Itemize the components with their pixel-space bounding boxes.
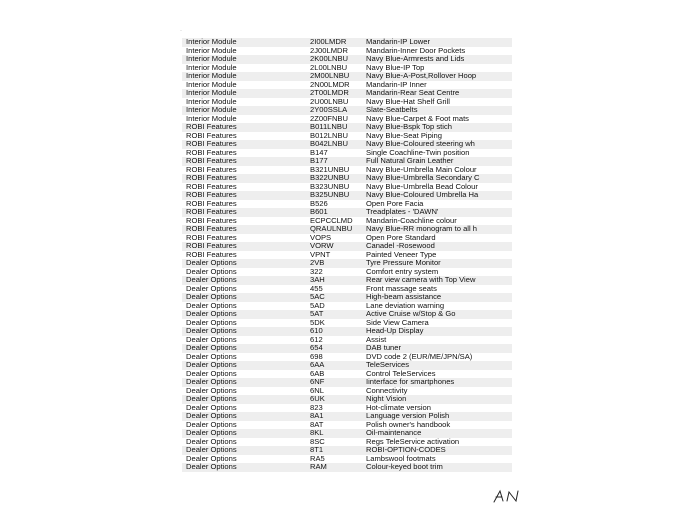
code-cell: 654 xyxy=(310,344,323,352)
category-cell: Interior Module xyxy=(186,106,237,114)
table-row xyxy=(182,64,512,73)
table-row xyxy=(182,225,512,234)
table-row xyxy=(182,387,512,396)
description-cell: DVD code 2 (EUR/ME/JPN/SA) xyxy=(366,352,473,361)
category-cell: ROBI Features xyxy=(186,148,237,157)
description-cell: Mandarin-IP Lower xyxy=(366,38,431,46)
table-row xyxy=(182,217,512,226)
table-row xyxy=(182,157,512,166)
code-cell: 2K00LNBU xyxy=(310,55,348,63)
code-cell: 2M00LNBU xyxy=(310,72,350,80)
code-cell: VORW xyxy=(310,242,334,250)
category-cell: Dealer Options xyxy=(186,386,237,395)
code-cell: 455 xyxy=(310,284,323,293)
category-cell: Dealer Options xyxy=(186,344,237,352)
category-cell: Dealer Options xyxy=(186,259,237,267)
description-cell: Regs TeleService activation xyxy=(366,437,460,446)
description-cell: Full Natural Grain Leather xyxy=(366,157,454,165)
table-row xyxy=(182,251,512,260)
table-row xyxy=(182,319,512,328)
code-cell: B042LNBU xyxy=(310,140,348,148)
code-cell: 2Y00SSLA xyxy=(310,106,348,114)
description-cell: Painted Veneer Type xyxy=(366,250,437,259)
category-cell: Interior Module xyxy=(186,97,237,106)
code-cell: B177 xyxy=(310,157,328,165)
category-cell: Interior Module xyxy=(186,63,237,72)
description-cell: Night Vision xyxy=(366,395,407,403)
table-row xyxy=(182,140,512,149)
description-cell: Rear view camera with Top View xyxy=(366,276,476,284)
table-row xyxy=(182,81,512,90)
description-cell: Polish owner's handbook xyxy=(366,420,451,429)
description-cell: Navy Blue-Coloured steering wh xyxy=(366,140,475,148)
table-row xyxy=(182,200,512,209)
description-cell: Head-Up Display xyxy=(366,327,424,335)
table-row xyxy=(182,72,512,81)
table-row xyxy=(182,404,512,413)
description-cell: Navy Blue-IP Top xyxy=(366,63,425,72)
code-cell: 8A1 xyxy=(310,412,324,420)
description-cell: Tyre Pressure Monitor xyxy=(366,259,441,267)
table-row xyxy=(182,421,512,430)
category-cell: Interior Module xyxy=(186,46,237,55)
table-row xyxy=(182,174,512,183)
category-cell: Interior Module xyxy=(186,38,237,46)
description-cell: Navy Blue-Seat Piping xyxy=(366,131,442,140)
table-row xyxy=(182,310,512,319)
description-cell: TeleServices xyxy=(366,361,410,369)
category-cell: ROBI Features xyxy=(186,123,237,131)
table-row xyxy=(182,115,512,124)
table-row xyxy=(182,149,512,158)
code-cell: 8AT xyxy=(310,420,324,429)
code-cell: 6UK xyxy=(310,395,325,403)
table-row xyxy=(182,242,512,251)
category-cell: ROBI Features xyxy=(186,242,237,250)
description-cell: Language version Polish xyxy=(366,412,450,420)
code-cell: ECPCCLMD xyxy=(310,216,353,225)
code-cell: 2U00LNBU xyxy=(310,97,349,106)
category-cell: Dealer Options xyxy=(186,369,237,378)
category-cell: Dealer Options xyxy=(186,412,237,420)
code-cell: B526 xyxy=(310,199,328,208)
description-cell: Mandarin-Coachline colour xyxy=(366,216,457,225)
description-cell: Navy Blue-Armrests and Lids xyxy=(366,55,465,63)
table-row xyxy=(182,412,512,421)
description-cell: Oil-maintenance xyxy=(366,429,422,437)
description-cell: Single Coachline-Twin position xyxy=(366,148,470,157)
category-cell: ROBI Features xyxy=(186,140,237,148)
description-cell: Navy Blue-RR monogram to all h xyxy=(366,225,477,233)
table-row xyxy=(182,446,512,455)
table-row xyxy=(182,327,512,336)
scan-mark: · xyxy=(180,28,182,34)
code-cell: B012LNBU xyxy=(310,131,348,140)
table-row xyxy=(182,353,512,362)
code-cell: B323UNBU xyxy=(310,182,350,191)
description-cell: Navy Blue-Carpet & Foot mats xyxy=(366,114,469,123)
table-row xyxy=(182,302,512,311)
code-cell: 5AT xyxy=(310,310,324,318)
table-row xyxy=(182,38,512,47)
code-cell: RAM xyxy=(310,463,327,471)
table-row xyxy=(182,429,512,438)
table-row xyxy=(182,234,512,243)
description-cell: Side View Camera xyxy=(366,318,429,327)
category-cell: Dealer Options xyxy=(186,267,237,276)
category-cell: Dealer Options xyxy=(186,293,237,301)
description-cell: Slate-Seatbelts xyxy=(366,106,418,114)
description-cell: Colour-keyed boot trim xyxy=(366,463,443,471)
category-cell: Dealer Options xyxy=(186,361,237,369)
category-cell: Dealer Options xyxy=(186,310,237,318)
table-row xyxy=(182,276,512,285)
code-cell: B322UNBU xyxy=(310,174,350,182)
table-row xyxy=(182,47,512,56)
category-cell: Dealer Options xyxy=(186,437,237,446)
description-cell: Open Pore Standard xyxy=(366,233,436,242)
category-cell: Interior Module xyxy=(186,80,237,89)
table-row xyxy=(182,55,512,64)
table-row xyxy=(182,438,512,447)
description-cell: Lambswool footmats xyxy=(366,454,436,463)
description-cell: Treadplates - 'DAWN' xyxy=(366,208,439,216)
category-cell: Dealer Options xyxy=(186,378,237,386)
category-cell: ROBI Features xyxy=(186,191,237,199)
description-cell: Mandarin-IP Inner xyxy=(366,80,427,89)
table-row xyxy=(182,268,512,277)
description-cell: Mandarin-Rear Seat Centre xyxy=(366,89,460,97)
description-cell: Navy Blue-Coloured Umbrella Ha xyxy=(366,191,479,199)
description-cell: DAB tuner xyxy=(366,344,402,352)
category-cell: Dealer Options xyxy=(186,327,237,335)
code-cell: 2I00LMDR xyxy=(310,38,347,46)
description-cell: Connectivity xyxy=(366,386,408,395)
description-cell: Navy Blue-Umbrella Bead Colour xyxy=(366,182,478,191)
category-cell: Dealer Options xyxy=(186,284,237,293)
code-cell: 6AA xyxy=(310,361,325,369)
category-cell: Dealer Options xyxy=(186,403,237,412)
description-cell: Mandarin-Inner Door Pockets xyxy=(366,46,466,55)
code-cell: 8SC xyxy=(310,437,325,446)
description-cell: Navy Blue-Bspk Top stich xyxy=(366,123,452,131)
description-cell: Open Pore Facia xyxy=(366,199,424,208)
description-cell: ROBI-OPTION-CODES xyxy=(366,446,446,454)
category-cell: Dealer Options xyxy=(186,454,237,463)
category-cell: Dealer Options xyxy=(186,446,237,454)
code-cell: 698 xyxy=(310,352,323,361)
code-cell: 6NL xyxy=(310,386,324,395)
category-cell: Interior Module xyxy=(186,72,237,80)
table-row xyxy=(182,191,512,200)
code-cell: 2T00LMDR xyxy=(310,89,349,97)
code-cell: B601 xyxy=(310,208,328,216)
code-cell: 3AH xyxy=(310,276,325,284)
description-cell: Lane deviation warning xyxy=(366,301,445,310)
table-row xyxy=(182,285,512,294)
option-codes-table xyxy=(182,38,512,472)
category-cell: Dealer Options xyxy=(186,352,237,361)
description-cell: Control TeleServices xyxy=(366,369,436,378)
table-row xyxy=(182,293,512,302)
code-cell: 2VB xyxy=(310,259,325,267)
table-row xyxy=(182,208,512,217)
category-cell: Dealer Options xyxy=(186,335,237,344)
table-row xyxy=(182,166,512,175)
code-cell: 2L00LNBU xyxy=(310,63,348,72)
description-cell: Hot-climate version xyxy=(366,403,431,412)
code-cell: 8KL xyxy=(310,429,324,437)
table-row xyxy=(182,106,512,115)
code-cell: 5DK xyxy=(310,318,325,327)
code-cell: 5AD xyxy=(310,301,325,310)
category-cell: ROBI Features xyxy=(186,216,237,225)
table-row xyxy=(182,370,512,379)
category-cell: Dealer Options xyxy=(186,429,237,437)
table-row xyxy=(182,132,512,141)
description-cell: High-beam assistance xyxy=(366,293,442,301)
code-cell: 8T1 xyxy=(310,446,324,454)
code-cell: B321UNBU xyxy=(310,165,350,174)
category-cell: ROBI Features xyxy=(186,182,237,191)
category-cell: ROBI Features xyxy=(186,165,237,174)
description-cell: Comfort entry system xyxy=(366,267,439,276)
description-cell: Navy Blue-A-Post,Rollover Hoop xyxy=(366,72,477,80)
table-row xyxy=(182,455,512,464)
description-cell: Assist xyxy=(366,335,387,344)
category-cell: ROBI Features xyxy=(186,199,237,208)
table-row xyxy=(182,183,512,192)
table-row xyxy=(182,98,512,107)
code-cell: QRAULNBU xyxy=(310,225,353,233)
table-row xyxy=(182,336,512,345)
code-cell: B325UNBU xyxy=(310,191,350,199)
code-cell: 322 xyxy=(310,267,323,276)
table-row xyxy=(182,463,512,472)
table-row xyxy=(182,259,512,268)
table-row xyxy=(182,123,512,132)
category-cell: Dealer Options xyxy=(186,463,237,471)
category-cell: Dealer Options xyxy=(186,301,237,310)
code-cell: 823 xyxy=(310,403,323,412)
category-cell: Dealer Options xyxy=(186,420,237,429)
category-cell: ROBI Features xyxy=(186,250,237,259)
description-cell: Active Cruise w/Stop & Go xyxy=(366,310,456,318)
category-cell: Interior Module xyxy=(186,55,237,63)
code-cell: VPNT xyxy=(310,250,331,259)
category-cell: Dealer Options xyxy=(186,276,237,284)
category-cell: ROBI Features xyxy=(186,225,237,233)
table-row xyxy=(182,344,512,353)
code-cell: 5AC xyxy=(310,293,325,301)
category-cell: Interior Module xyxy=(186,114,237,123)
code-cell: 2Z00FNBU xyxy=(310,114,348,123)
code-cell: 612 xyxy=(310,335,323,344)
description-cell: Navy Blue-Umbrella Secondary C xyxy=(366,174,480,182)
category-cell: ROBI Features xyxy=(186,208,237,216)
code-cell: RA5 xyxy=(310,454,325,463)
code-cell: 6NF xyxy=(310,378,325,386)
description-cell: Navy Blue-Hat Shelf Grill xyxy=(366,97,450,106)
category-cell: Interior Module xyxy=(186,89,237,97)
description-cell: Front massage seats xyxy=(366,284,437,293)
code-cell: 2J00LMDR xyxy=(310,46,348,55)
table-row xyxy=(182,395,512,404)
category-cell: Dealer Options xyxy=(186,318,237,327)
description-cell: Iinterface for smartphones xyxy=(366,378,455,386)
handwritten-initials-signature xyxy=(492,488,526,504)
category-cell: ROBI Features xyxy=(186,131,237,140)
code-cell: 610 xyxy=(310,327,323,335)
table-row xyxy=(182,89,512,98)
category-cell: ROBI Features xyxy=(186,174,237,182)
code-cell: 2N00LMDR xyxy=(310,80,350,89)
code-cell: VOPS xyxy=(310,233,332,242)
code-cell: B147 xyxy=(310,148,328,157)
code-cell: 6AB xyxy=(310,369,325,378)
category-cell: ROBI Features xyxy=(186,157,237,165)
category-cell: ROBI Features xyxy=(186,233,237,242)
description-cell: Canadel -Rosewood xyxy=(366,242,435,250)
table-row xyxy=(182,378,512,387)
description-cell: Navy Blue-Umbrella Main Colour xyxy=(366,165,477,174)
table-row xyxy=(182,361,512,370)
category-cell: Dealer Options xyxy=(186,395,237,403)
code-cell: B011LNBU xyxy=(310,123,348,131)
